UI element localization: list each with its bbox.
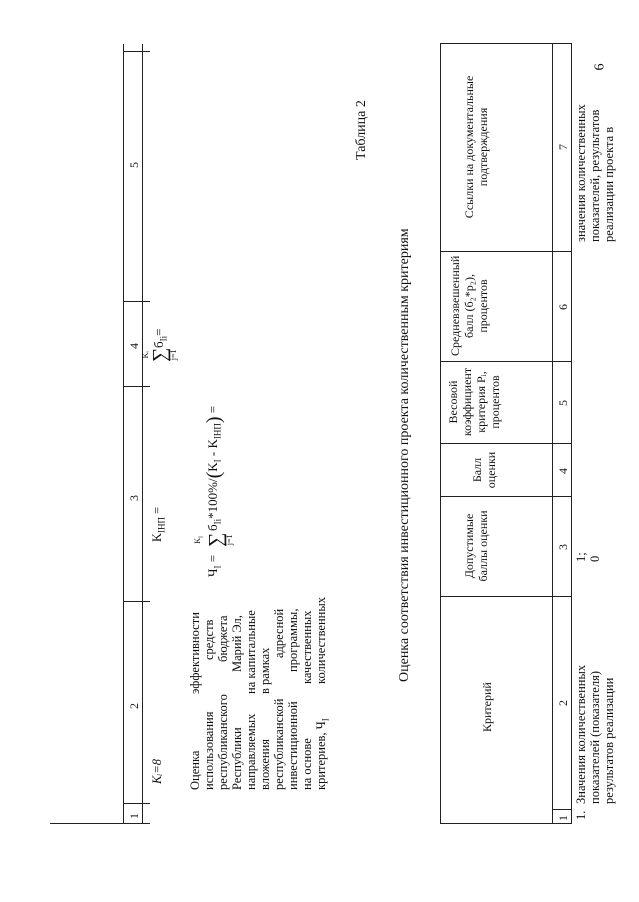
table2-col-line <box>440 596 572 597</box>
desc-line: бюджета <box>216 615 230 662</box>
desc-line: эффективности <box>188 612 202 694</box>
desc-line: адресной <box>272 608 286 658</box>
desc-line: республиканской <box>272 698 286 790</box>
col-number: 6 <box>556 304 570 310</box>
header-allowed-scores: Допустимые баллы оценки <box>462 510 490 582</box>
criterion-line: результатов реализации <box>602 677 616 804</box>
desc-line: республиканского <box>216 694 230 790</box>
top-table-header-line <box>123 44 124 824</box>
table2-number-line <box>571 44 572 824</box>
formula-chi: $Ч_I$ = $K_I$ ∑ j=1 $б_{Ii}*100\%/(K_I - K_{ІНП})$ = <box>193 405 234 577</box>
desc-line: качественных <box>300 610 314 684</box>
desc-line: Республики <box>230 727 244 790</box>
desc-line: в рамках <box>258 647 272 694</box>
table2-col-line <box>552 809 572 810</box>
criterion-line: показателей (показателя) <box>588 670 602 804</box>
refs-line: значения количественных <box>574 104 588 242</box>
refs-line: реализации проекта в <box>602 126 616 242</box>
col-number: 7 <box>556 144 570 150</box>
ki-value: Kᵢ=8 <box>150 759 164 784</box>
col-number: 2 <box>127 703 141 709</box>
page-number: 6 <box>592 63 608 71</box>
top-table-col-line <box>50 823 150 824</box>
top-table-col-line <box>123 803 150 804</box>
col-number: 1 <box>127 813 141 819</box>
col-number: 5 <box>127 162 141 168</box>
section-title: Оценка соответствия инвестиционного проекта количественным критериям <box>397 228 412 682</box>
criterion-line: Значения количественных <box>574 664 588 804</box>
desc-line: средств <box>202 619 216 660</box>
top-table-number-line <box>142 44 143 824</box>
desc-line: инвестиционной <box>286 701 300 790</box>
table2-col-line <box>440 496 572 497</box>
desc-line: вложения <box>258 738 272 790</box>
col-number: 2 <box>556 700 570 706</box>
sum-formula: Kᵢ ∑ j=1 $б_{Ii}=$ <box>141 328 178 362</box>
header-weighted-score: Средневзвешенный балл (б₂*p₂), процентов <box>448 255 490 356</box>
table2-col-line <box>440 43 572 44</box>
table2-col-line <box>440 443 572 444</box>
top-table-col-line <box>123 386 150 387</box>
col-number: 5 <box>556 400 570 406</box>
header-criterion: Критерий <box>480 682 494 732</box>
desc-line: на капитальные <box>244 610 258 694</box>
top-table-col-line <box>123 51 150 52</box>
col-number: 4 <box>556 468 570 474</box>
desc-line: на основе <box>300 738 314 790</box>
col-number: 1 <box>556 815 570 821</box>
desc-line: направляемых <box>244 713 258 790</box>
table2-col-line <box>440 251 572 252</box>
header-references: Ссылки на документальные подтверждения <box>462 75 490 219</box>
header-score: Балл оценки <box>470 451 498 489</box>
table2-col-line <box>440 361 572 362</box>
row-number: 1. <box>574 810 588 820</box>
table2-col-line <box>440 823 572 824</box>
col-number: 4 <box>127 343 141 349</box>
desc-line: критериев, $Ч_I$ <box>314 718 331 790</box>
col-number: 3 <box>556 544 570 550</box>
score-option: 0 <box>588 555 602 562</box>
table2-header-bottom-line <box>552 44 553 824</box>
header-weight: Весовой коэффициент критерия Pᵢ, процентов <box>446 367 502 437</box>
desc-line: использования <box>202 711 216 790</box>
score-option: 1; <box>574 552 588 562</box>
desc-line: Оценка <box>188 750 202 790</box>
col-number: 3 <box>127 495 141 501</box>
desc-line: количественных <box>314 596 328 684</box>
refs-line: показателей, результатов <box>588 109 602 242</box>
desc-line: Марий Эл, <box>230 615 244 672</box>
kinp-label: $K_{ІНП}$ = <box>150 506 167 542</box>
top-table-col-line <box>123 601 150 602</box>
table-label: Таблица 2 <box>354 100 369 160</box>
table2-top-line <box>440 44 441 824</box>
desc-line: программы, <box>286 608 300 672</box>
